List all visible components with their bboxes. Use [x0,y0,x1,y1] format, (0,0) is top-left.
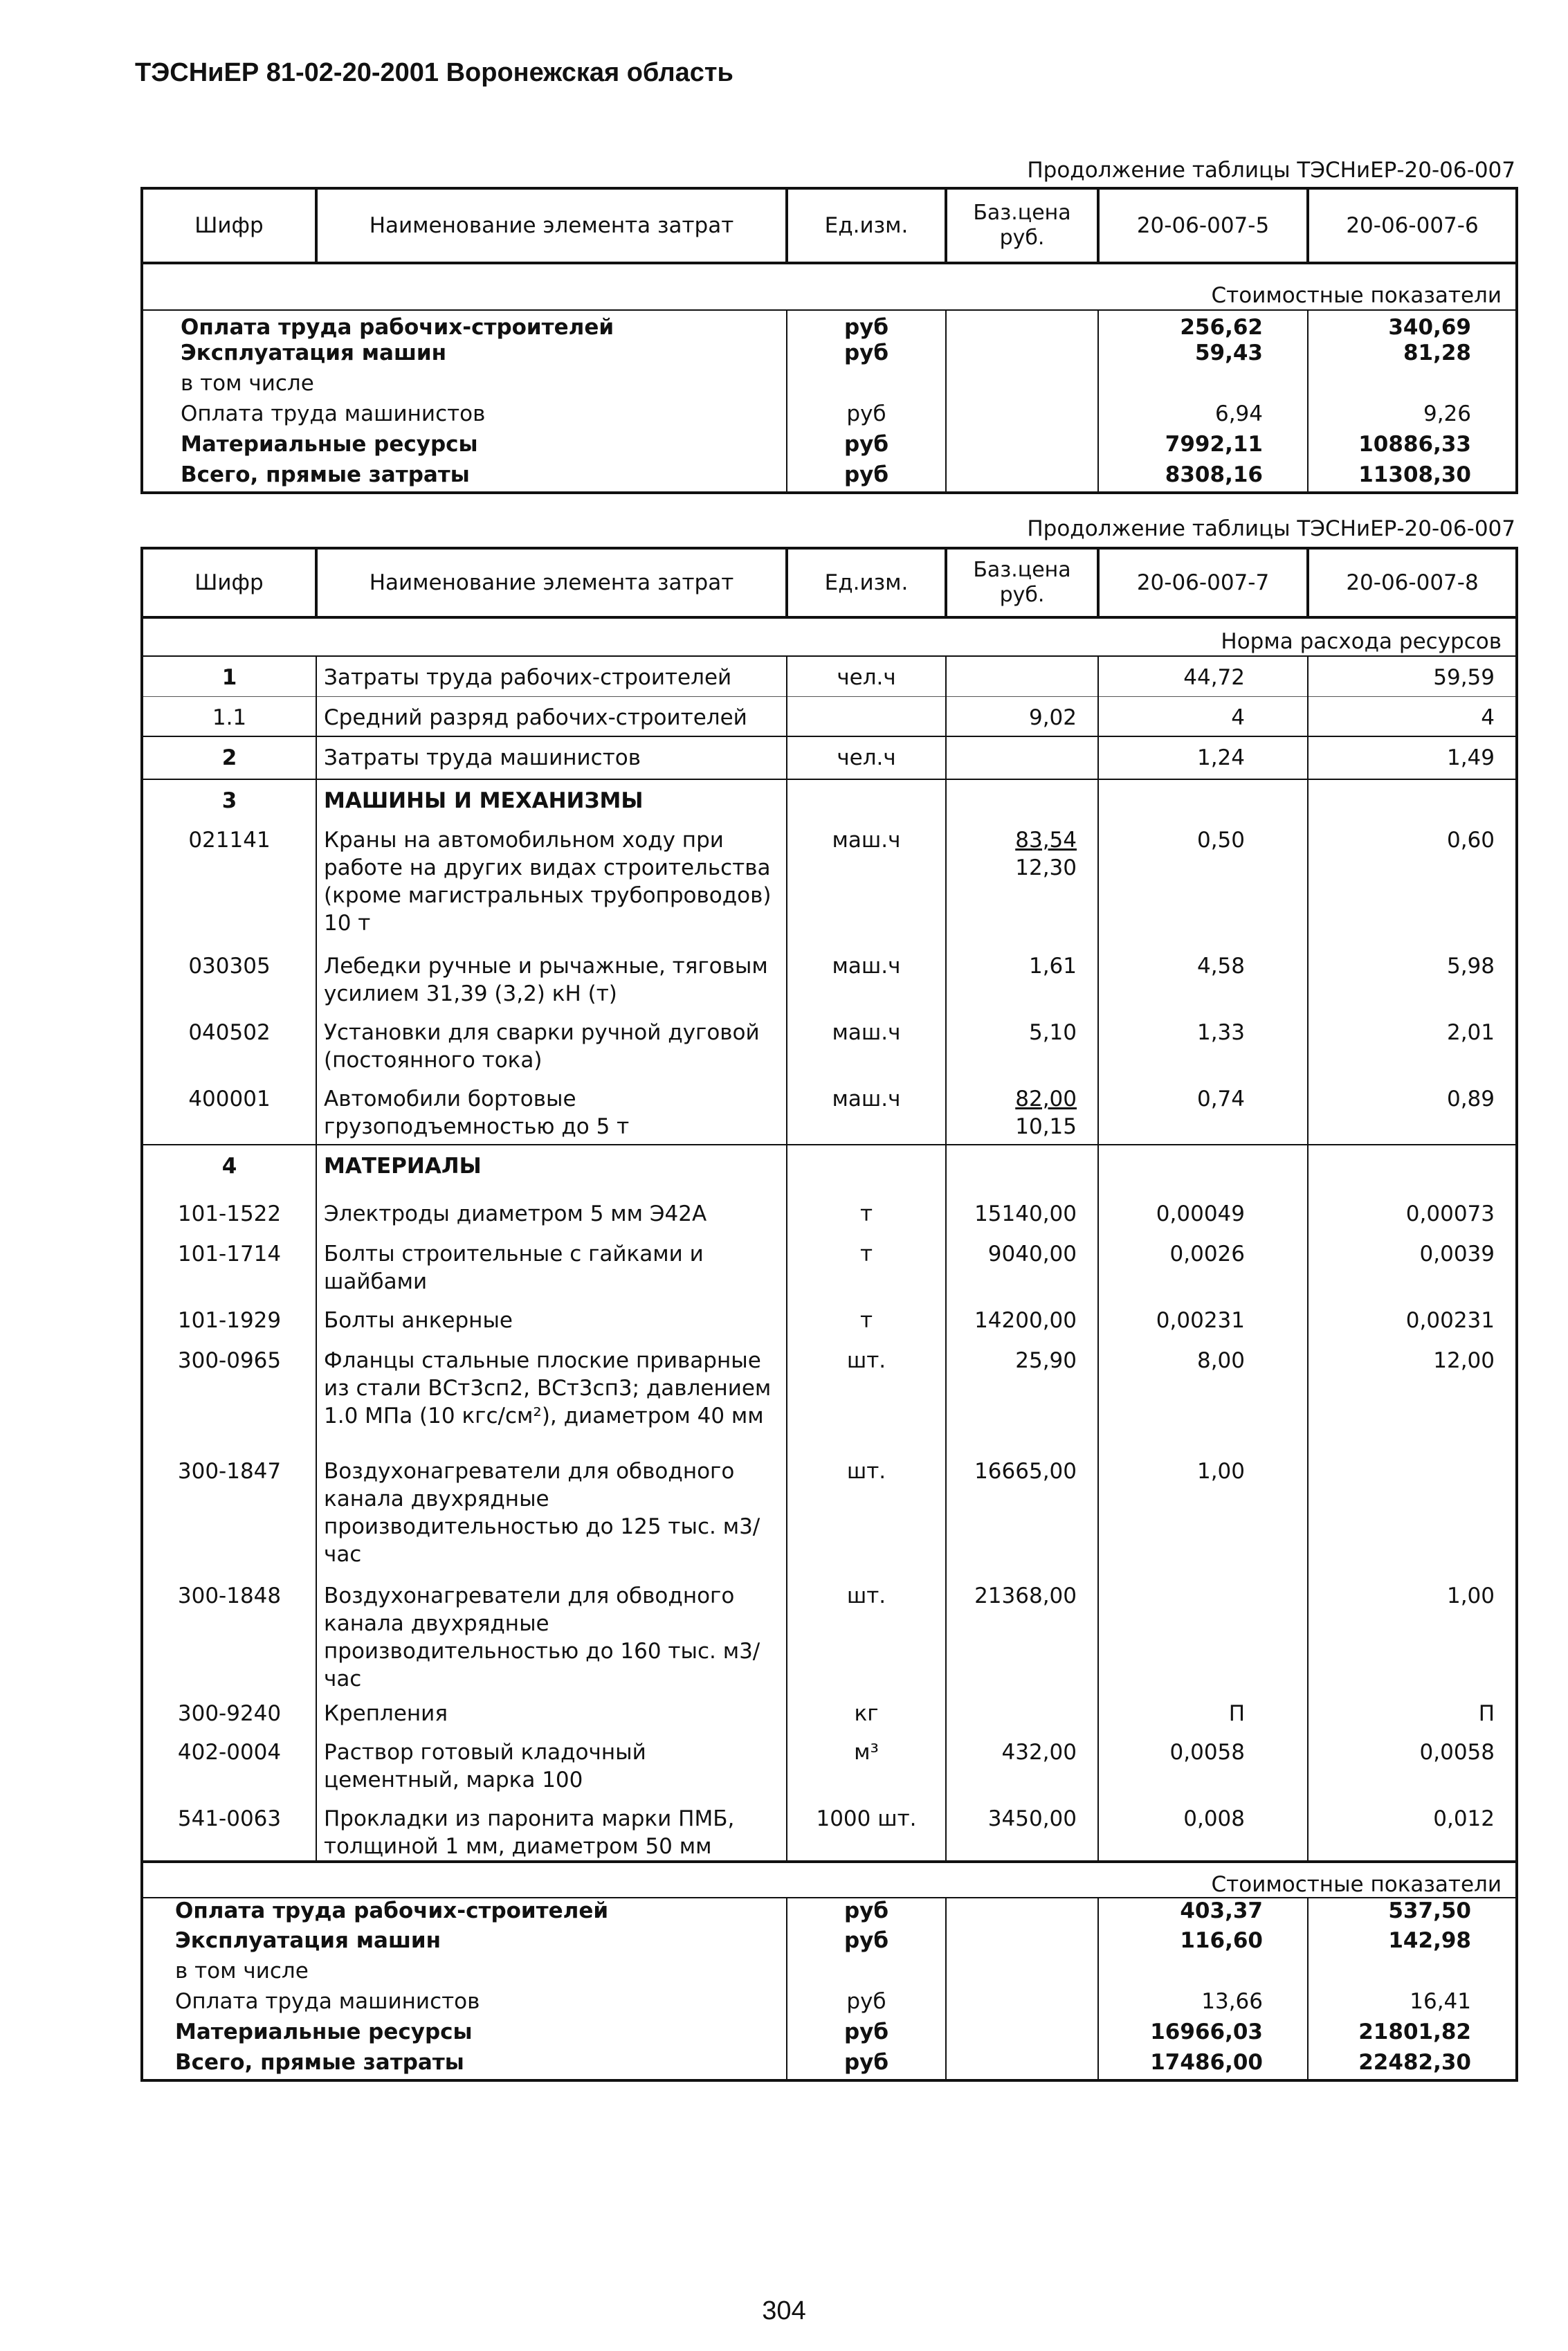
summary-row [142,2019,1517,2050]
row-unit: чел.ч [787,736,946,779]
row-value-2: 21801,82 [1308,2019,1517,2050]
row-name: в том числе [181,371,314,396]
row-value-1: 8,00 [1098,1340,1308,1451]
summary-row [142,1959,1517,1989]
row-value-2: 0,0039 [1308,1233,1517,1300]
row-unit: руб [787,2019,946,2050]
row-unit: руб [787,310,946,341]
row-name: Раствор готовый кладочный цементный, марка 100 [316,1732,787,1798]
row-value-1: 16966,03 [1098,2019,1308,2050]
row-code: 300-0965 [177,1348,282,1373]
row-price [946,401,1098,432]
row-value-1: 0,74 [1098,1078,1308,1145]
resource-row [142,945,1517,1012]
resource-row [142,1193,1517,1233]
row-price [946,1340,1098,1451]
row-price [946,1959,1098,1989]
cost-table-1 [140,187,1518,494]
row-value-2: 142,98 [1308,1928,1517,1959]
row-name: Материальные ресурсы [175,2019,473,2044]
col-header-unit: Ед.изм. [787,188,946,263]
row-code: 300-1847 [177,1459,282,1484]
resource-row [142,1012,1517,1078]
price-value: 5,10 [1028,1020,1077,1045]
row-name: Воздухонагреватели для обводного канала двухрядные производительностью до 160 тыс. м3/час [316,1575,787,1693]
row-name: Краны на автомобильном ходу при работе на других видах строительства (кроме магистральных трубопроводов) 10 т [316,819,787,945]
row-name: Затраты труда машинистов [316,736,787,779]
row-price [946,310,1098,341]
row-unit: руб [787,1989,946,2019]
row-price [946,432,1098,462]
row-code: 2 [142,736,316,779]
row-price [946,656,1098,696]
row-value-1: 1,24 [1098,736,1308,779]
row-value-2: 0,00073 [1308,1193,1517,1233]
row-name: Прокладки из паронита марки ПМБ, толщиной 1 мм, диаметром 50 мм [316,1798,787,1862]
row-name: Автомобили бортовые грузоподъемностью до 5 т [316,1078,787,1145]
row-code: 300-9240 [177,1701,282,1726]
summary-row [142,371,1517,401]
row-value-1: 0,0026 [1098,1233,1308,1300]
row-name: Оплата труда машинистов [175,1989,480,2014]
row-unit: маш.ч [787,945,946,1012]
row-name: МАТЕРИАЛЫ [316,1145,787,1193]
row-code: 300-1848 [177,1583,282,1608]
row-price [946,1798,1098,1862]
row-unit: руб [787,401,946,432]
row-price [946,1989,1098,2019]
row-value-1: 44,72 [1098,656,1308,696]
row-price [946,1145,1098,1193]
row-name: Оплата труда рабочих-строителей [175,1898,609,1923]
row-value-1: 4,58 [1098,945,1308,1012]
row-name: Оплата труда машинистов [181,401,486,426]
row-name: Лебедки ручные и рычажные, тяговым усилием 31,39 (3,2) кН (т) [316,945,787,1012]
price-value-secondary: 12,30 [1015,855,1077,880]
price-value: 82,00 [1015,1087,1077,1111]
resource-row [142,736,1517,779]
row-value-1: 116,60 [1098,1928,1308,1959]
resource-row [142,1078,1517,1145]
price-value: 83,54 [1015,828,1077,853]
row-price [946,736,1098,779]
summary-section-row [142,1862,1517,1898]
resource-row [142,656,1517,696]
resource-row [142,1145,1517,1193]
row-value-1 [1098,371,1308,401]
row-name: Воздухонагреватели для обводного канала двухрядные производительностью до 125 тыс. м3/час [316,1451,787,1575]
row-unit: 1000 шт. [787,1798,946,1862]
row-value-2: 537,50 [1308,1898,1517,1928]
row-unit: чел.ч [787,656,946,696]
col-header-code-1: 20-06-007-7 [1098,548,1308,617]
price-value: 14200,00 [974,1308,1077,1333]
row-unit: шт. [787,1451,946,1575]
section-label: Стоимостные показатели [142,1862,1517,1898]
row-unit: руб [787,2050,946,2080]
row-price [946,341,1098,371]
row-name: Фланцы стальные плоские приварные из стали ВСт3сп2, ВСт3сп3; давлением 1.0 МПа (10 кгс/см²), диаметром 40 мм [316,1340,787,1451]
row-value-1: 6,94 [1098,401,1308,432]
col-header-unit: Ед.изм. [787,548,946,617]
resource-row [142,1798,1517,1862]
row-value-1: 13,66 [1098,1989,1308,2019]
row-price [946,1928,1098,1959]
row-value-2: 0,89 [1308,1078,1517,1145]
row-price [946,1575,1098,1693]
resource-row [142,819,1517,945]
row-unit: руб [787,432,946,462]
row-name: Электроды диаметром 5 мм Э42А [316,1193,787,1233]
row-value-2: 0,012 [1308,1798,1517,1862]
row-value-1 [1098,1959,1308,1989]
row-value-1: 1,33 [1098,1012,1308,1078]
row-value-1: 0,00049 [1098,1193,1308,1233]
row-price [946,696,1098,736]
resource-table-2 [140,547,1518,2082]
row-unit: руб [787,462,946,493]
row-value-2: 12,00 [1308,1340,1517,1451]
row-name: Крепления [316,1693,787,1732]
row-unit [787,371,946,401]
row-unit [787,1145,946,1193]
row-value-1: П [1098,1693,1308,1732]
row-name: Средний разряд рабочих-строителей [316,696,787,736]
row-value-2: 1,49 [1308,736,1517,779]
resource-row [142,1693,1517,1732]
row-value-1: 4 [1098,696,1308,736]
row-price [946,1012,1098,1078]
row-value-2: 5,98 [1308,945,1517,1012]
row-price [946,1898,1098,1928]
summary-row [142,462,1517,493]
col-header-name: Наименование элемента затрат [316,548,787,617]
row-value-1: 0,00231 [1098,1300,1308,1340]
row-code: 402-0004 [177,1740,282,1765]
price-value: 9,02 [1028,705,1077,730]
col-header-name: Наименование элемента затрат [316,188,787,263]
resource-row [142,1732,1517,1798]
row-value-2: 340,69 [1308,310,1517,341]
continuation-label: Продолжение таблицы ТЭСНиЕР-20-06-007 [1027,516,1515,541]
row-value-2: 0,0058 [1308,1732,1517,1798]
row-value-2 [1308,1451,1517,1575]
row-name: Всего, прямые затраты [175,2050,464,2075]
row-price [946,1300,1098,1340]
row-value-1: 17486,00 [1098,2050,1308,2080]
row-value-1: 0,50 [1098,819,1308,945]
row-name: Затраты труда рабочих-строителей [316,656,787,696]
row-unit [787,1959,946,1989]
row-unit: т [787,1193,946,1233]
section-label: Норма расхода ресурсов [142,617,1517,656]
row-code: 4 [142,1145,316,1193]
row-value-2: 4 [1308,696,1517,736]
resource-row [142,696,1517,736]
row-unit: кг [787,1693,946,1732]
row-value-1 [1098,1145,1308,1193]
price-value: 21368,00 [974,1583,1077,1608]
col-header-base-price: Баз.цена руб. [946,188,1098,263]
summary-row [142,310,1517,341]
row-value-2: 16,41 [1308,1989,1517,2019]
row-unit [787,779,946,819]
col-header-base-price: Баз.цена руб. [946,548,1098,617]
row-name: Болты строительные с гайками и шайбами [316,1233,787,1300]
row-price [946,1693,1098,1732]
resource-row [142,1340,1517,1451]
row-value-2 [1308,1959,1517,1989]
row-code: 030305 [188,954,271,979]
page-number: 304 [762,2296,806,2325]
price-value: 25,90 [1015,1348,1077,1373]
row-code: 101-1714 [177,1242,282,1267]
section-label: Стоимостные показатели [142,263,1517,310]
row-code: 101-1522 [177,1201,282,1226]
row-price [946,462,1098,493]
row-name: Эксплуатация машин [175,1928,441,1953]
summary-row [142,432,1517,462]
row-unit: м³ [787,1732,946,1798]
row-value-2: 22482,30 [1308,2050,1517,2080]
price-value: 16665,00 [974,1459,1077,1484]
row-value-1 [1098,1575,1308,1693]
row-value-2: 2,01 [1308,1012,1517,1078]
row-unit: т [787,1300,946,1340]
row-price [946,1732,1098,1798]
page-title: ТЭСНиЕР 81-02-20-2001 Воронежская область [135,58,733,87]
row-name: Оплата труда рабочих-строителей [181,315,614,340]
row-value-1: 7992,11 [1098,432,1308,462]
row-value-2: 0,60 [1308,819,1517,945]
row-price [946,1078,1098,1145]
row-unit: т [787,1233,946,1300]
row-name: Эксплуатация машин [181,341,447,365]
row-price [946,1451,1098,1575]
resource-row [142,1575,1517,1693]
row-unit: шт. [787,1340,946,1451]
row-price [946,819,1098,945]
price-value: 9040,00 [987,1242,1077,1267]
row-value-2: 10886,33 [1308,432,1517,462]
row-value-1: 1,00 [1098,1451,1308,1575]
row-name: Всего, прямые затраты [181,462,470,487]
row-value-2: П [1308,1693,1517,1732]
row-unit: маш.ч [787,819,946,945]
row-price [946,2050,1098,2080]
row-code: 021141 [188,828,271,853]
row-value-2 [1308,371,1517,401]
summary-row [142,1989,1517,2019]
row-unit: руб [787,1928,946,1959]
summary-row [142,1928,1517,1959]
row-value-1: 0,0058 [1098,1732,1308,1798]
row-price [946,2019,1098,2050]
row-code: 101-1929 [177,1308,282,1333]
row-name: Материальные ресурсы [181,432,478,457]
row-value-1: 59,43 [1098,341,1308,371]
col-header-code-2: 20-06-007-8 [1308,548,1517,617]
row-value-2: 11308,30 [1308,462,1517,493]
row-unit [787,696,946,736]
col-header-shifr: Шифр [142,548,316,617]
row-value-1: 8308,16 [1098,462,1308,493]
row-value-2: 59,59 [1308,656,1517,696]
row-code: 1.1 [142,696,316,736]
row-price [946,1193,1098,1233]
price-value: 1,61 [1028,954,1077,979]
row-value-2: 0,00231 [1308,1300,1517,1340]
row-name: Болты анкерные [316,1300,787,1340]
row-value-1: 403,37 [1098,1898,1308,1928]
row-price [946,779,1098,819]
price-value: 432,00 [1001,1740,1077,1765]
row-unit: маш.ч [787,1012,946,1078]
summary-row [142,2050,1517,2080]
resource-row [142,779,1517,819]
row-code: 040502 [188,1020,271,1045]
price-value-secondary: 10,15 [1015,1114,1077,1139]
row-value-1: 0,008 [1098,1798,1308,1862]
resource-row [142,1300,1517,1340]
row-value-1: 256,62 [1098,310,1308,341]
row-price [946,371,1098,401]
row-code: 400001 [188,1087,271,1111]
summary-row [142,1898,1517,1928]
row-price [946,1233,1098,1300]
row-unit: шт. [787,1575,946,1693]
resource-row [142,1233,1517,1300]
col-header-code-2: 20-06-007-6 [1308,188,1517,263]
row-unit: руб [787,1898,946,1928]
row-code: 541-0063 [177,1806,282,1831]
row-unit: маш.ч [787,1078,946,1145]
row-value-2: 1,00 [1308,1575,1517,1693]
row-unit: руб [787,341,946,371]
summary-row [142,401,1517,432]
row-value-1 [1098,779,1308,819]
row-value-2: 81,28 [1308,341,1517,371]
col-header-shifr: Шифр [142,188,316,263]
row-code: 3 [142,779,316,819]
row-value-2: 9,26 [1308,401,1517,432]
summary-row [142,341,1517,371]
col-header-code-1: 20-06-007-5 [1098,188,1308,263]
row-name: Установки для сварки ручной дуговой (постоянного тока) [316,1012,787,1078]
row-price [946,945,1098,1012]
row-name: МАШИНЫ И МЕХАНИЗМЫ [316,779,787,819]
row-name: в том числе [175,1959,309,1984]
row-code: 1 [221,665,237,690]
price-value: 3450,00 [987,1806,1077,1831]
row-value-2 [1308,779,1517,819]
row-value-2 [1308,1145,1517,1193]
price-value: 15140,00 [974,1201,1077,1226]
continuation-label: Продолжение таблицы ТЭСНиЕР-20-06-007 [1027,158,1515,183]
resource-row [142,1451,1517,1575]
